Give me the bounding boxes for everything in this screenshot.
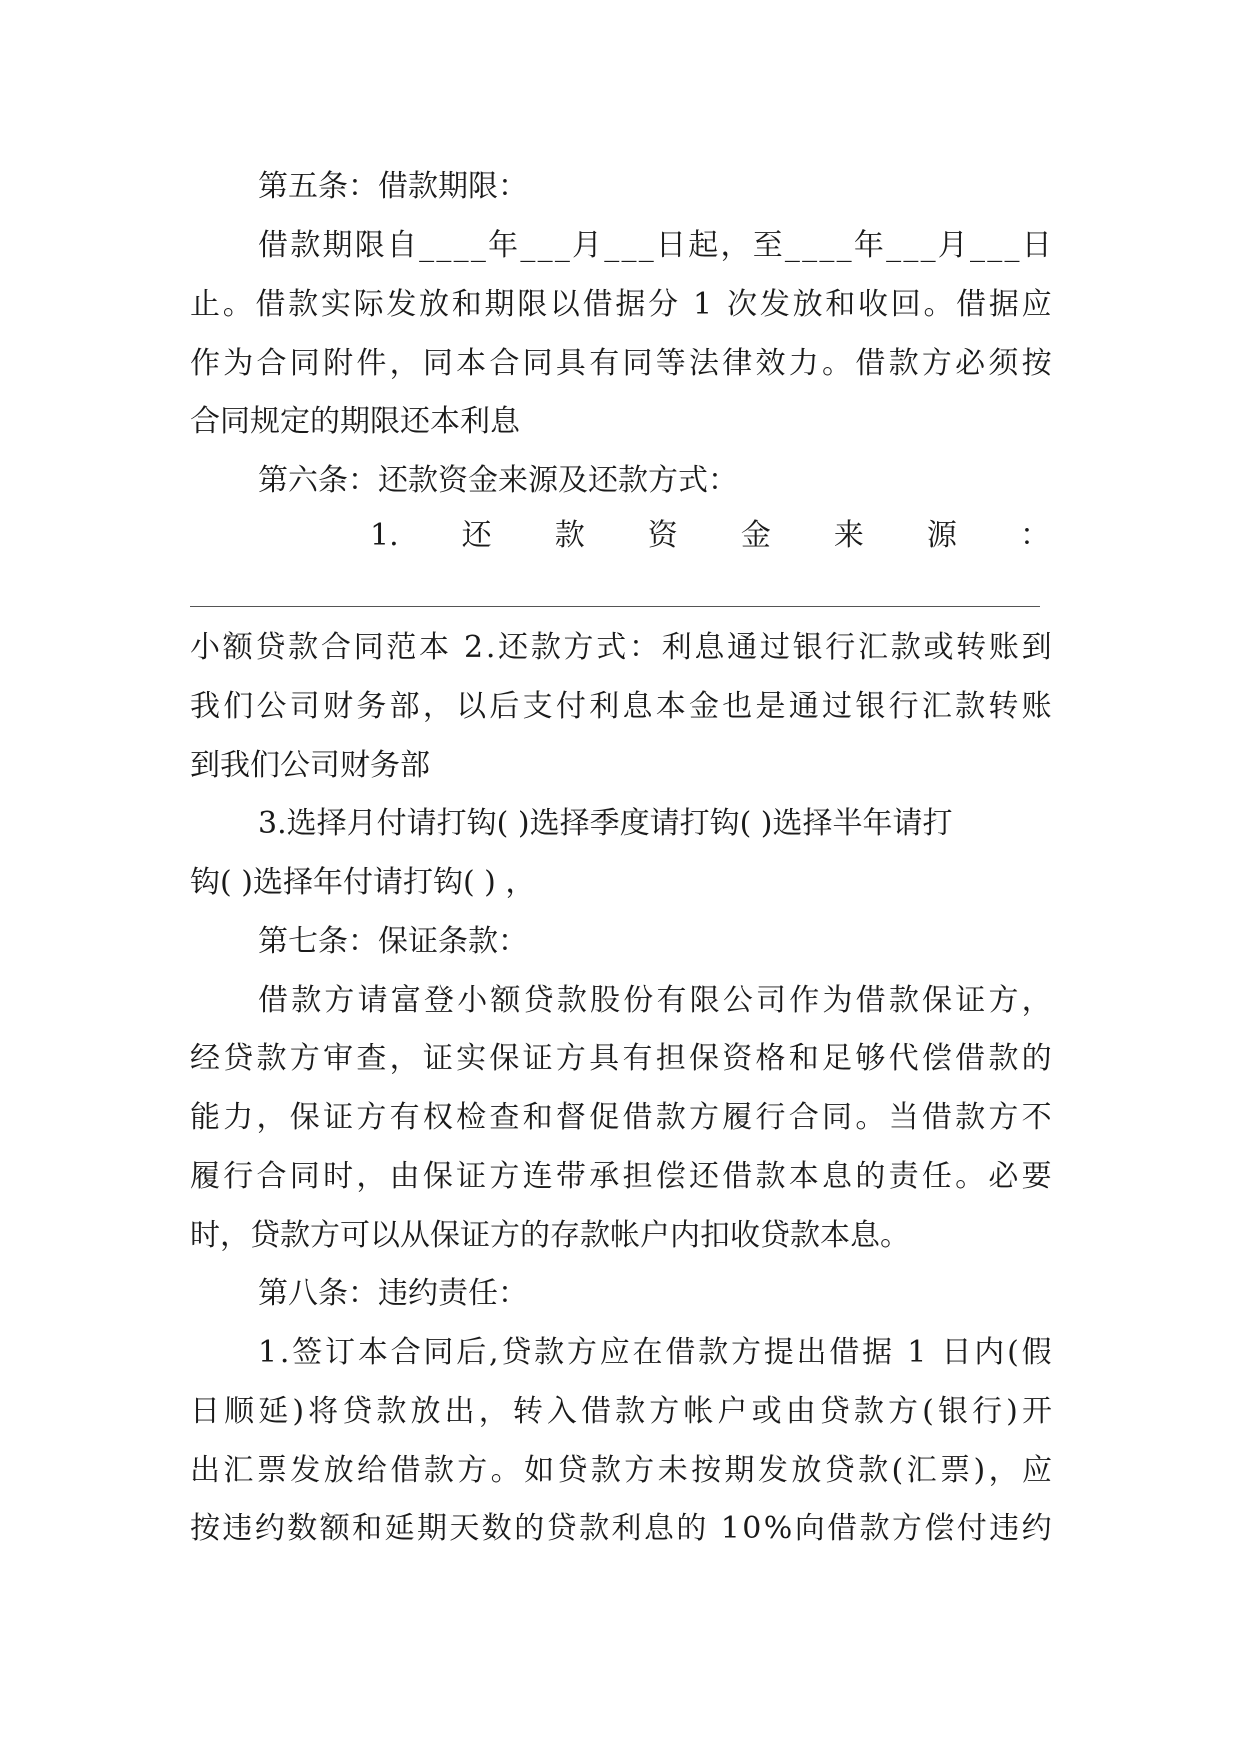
article5-line-1: 借 款 期 限 自 _ _ _ _ 年 _ _ _ 月 _ _ _ 日 起 ， 至 _ _ _ _ 年 _ _ _ 月 _ _ _ 日 <box>258 228 1052 263</box>
article5-line-4: 合同规定的期限还本利息 <box>190 404 520 439</box>
article6-line-1: 小 额 贷 款 合 同 范 本 2 . 还 款 方 式 ： 利 息 通 过 银 行 汇 款 或 转 账 到 <box>190 630 1052 665</box>
article7-line-2: 经 贷 款 方 审 查 ， 证 实 保 证 方 具 有 担 保 资 格 和 足 够 代 偿 借 款 的 <box>190 1041 1052 1076</box>
source-char: 金 <box>740 518 771 553</box>
article7-heading: 第七条：保证条款： <box>258 924 528 959</box>
repayment-source-line <box>370 516 1050 556</box>
article5-line-3: 作 为 合 同 附 件 ， 同 本 合 同 具 有 同 等 法 律 效 力 。 借 款 方 必 须 按 <box>190 346 1052 381</box>
article8-line-1: 1 . 签 订 本 合 同 后 , 贷 款 方 应 在 借 款 方 提 出 借 据 1 日 内 ( 假 <box>258 1335 1052 1370</box>
article8-line-2: 日 顺 延 ) 将 贷 款 放 出 ， 转 入 借 款 方 帐 户 或 由 贷 款 方 ( 银 行 ) 开 <box>190 1394 1052 1429</box>
article5-heading: 第五条：借款期限： <box>258 169 528 204</box>
article8-line-4: 按 违 约 数 额 和 延 期 天 数 的 贷 款 利 息 的 1 0 % 向 借 款 方 偿 付 违 约 <box>190 1511 1052 1546</box>
source-char: 款 <box>554 518 585 553</box>
article6-line-2: 我 们 公 司 财 务 部 ， 以 后 支 付 利 息 本 金 也 是 通 过 银 行 汇 款 转 账 <box>190 689 1052 724</box>
article5-line-2: 止 。 借 款 实 际 发 放 和 期 限 以 借 据 分 1 次 发 放 和 收 回 。 借 据 应 <box>190 287 1052 322</box>
article6-line-3: 到我们公司财务部 <box>190 748 430 783</box>
article6-option-line-2: 钩( )选择年付请打钩( ) ， <box>190 865 536 900</box>
article8-line-3: 出 汇 票 发 放 给 借 款 方 。 如 贷 款 方 未 按 期 发 放 贷 款 ( 汇 票 ) ， 应 <box>190 1453 1052 1488</box>
source-char: 1. <box>370 518 399 553</box>
article7-line-4: 履 行 合 同 时 ， 由 保 证 方 连 带 承 担 偿 还 借 款 本 息 的 责 任 。 必 要 <box>190 1159 1052 1194</box>
fill-in-underline <box>190 606 1040 607</box>
source-char: 还 <box>461 518 492 553</box>
source-char: 来 <box>833 518 864 553</box>
article6-heading: 第六条：还款资金来源及还款方式： <box>258 463 738 498</box>
source-char: 源 <box>926 518 957 553</box>
article7-line-5: 时，贷款方可以从保证方的存款帐户内扣收贷款本息。 <box>190 1218 910 1253</box>
source-char: 资 <box>647 518 678 553</box>
article6-option-line-1: 3.选择月付请打钩( )选择季度请打钩( )选择半年请打 <box>258 806 953 841</box>
article7-line-3: 能 力 ， 保 证 方 有 权 检 查 和 督 促 借 款 方 履 行 合 同 。 当 借 款 方 不 <box>190 1100 1052 1135</box>
source-char: ： <box>1019 518 1050 553</box>
article8-heading: 第八条：违约责任： <box>258 1276 528 1311</box>
article7-line-1: 借 款 方 请 富 登 小 额 贷 款 股 份 有 限 公 司 作 为 借 款 保 证 方 ， <box>258 983 1052 1018</box>
